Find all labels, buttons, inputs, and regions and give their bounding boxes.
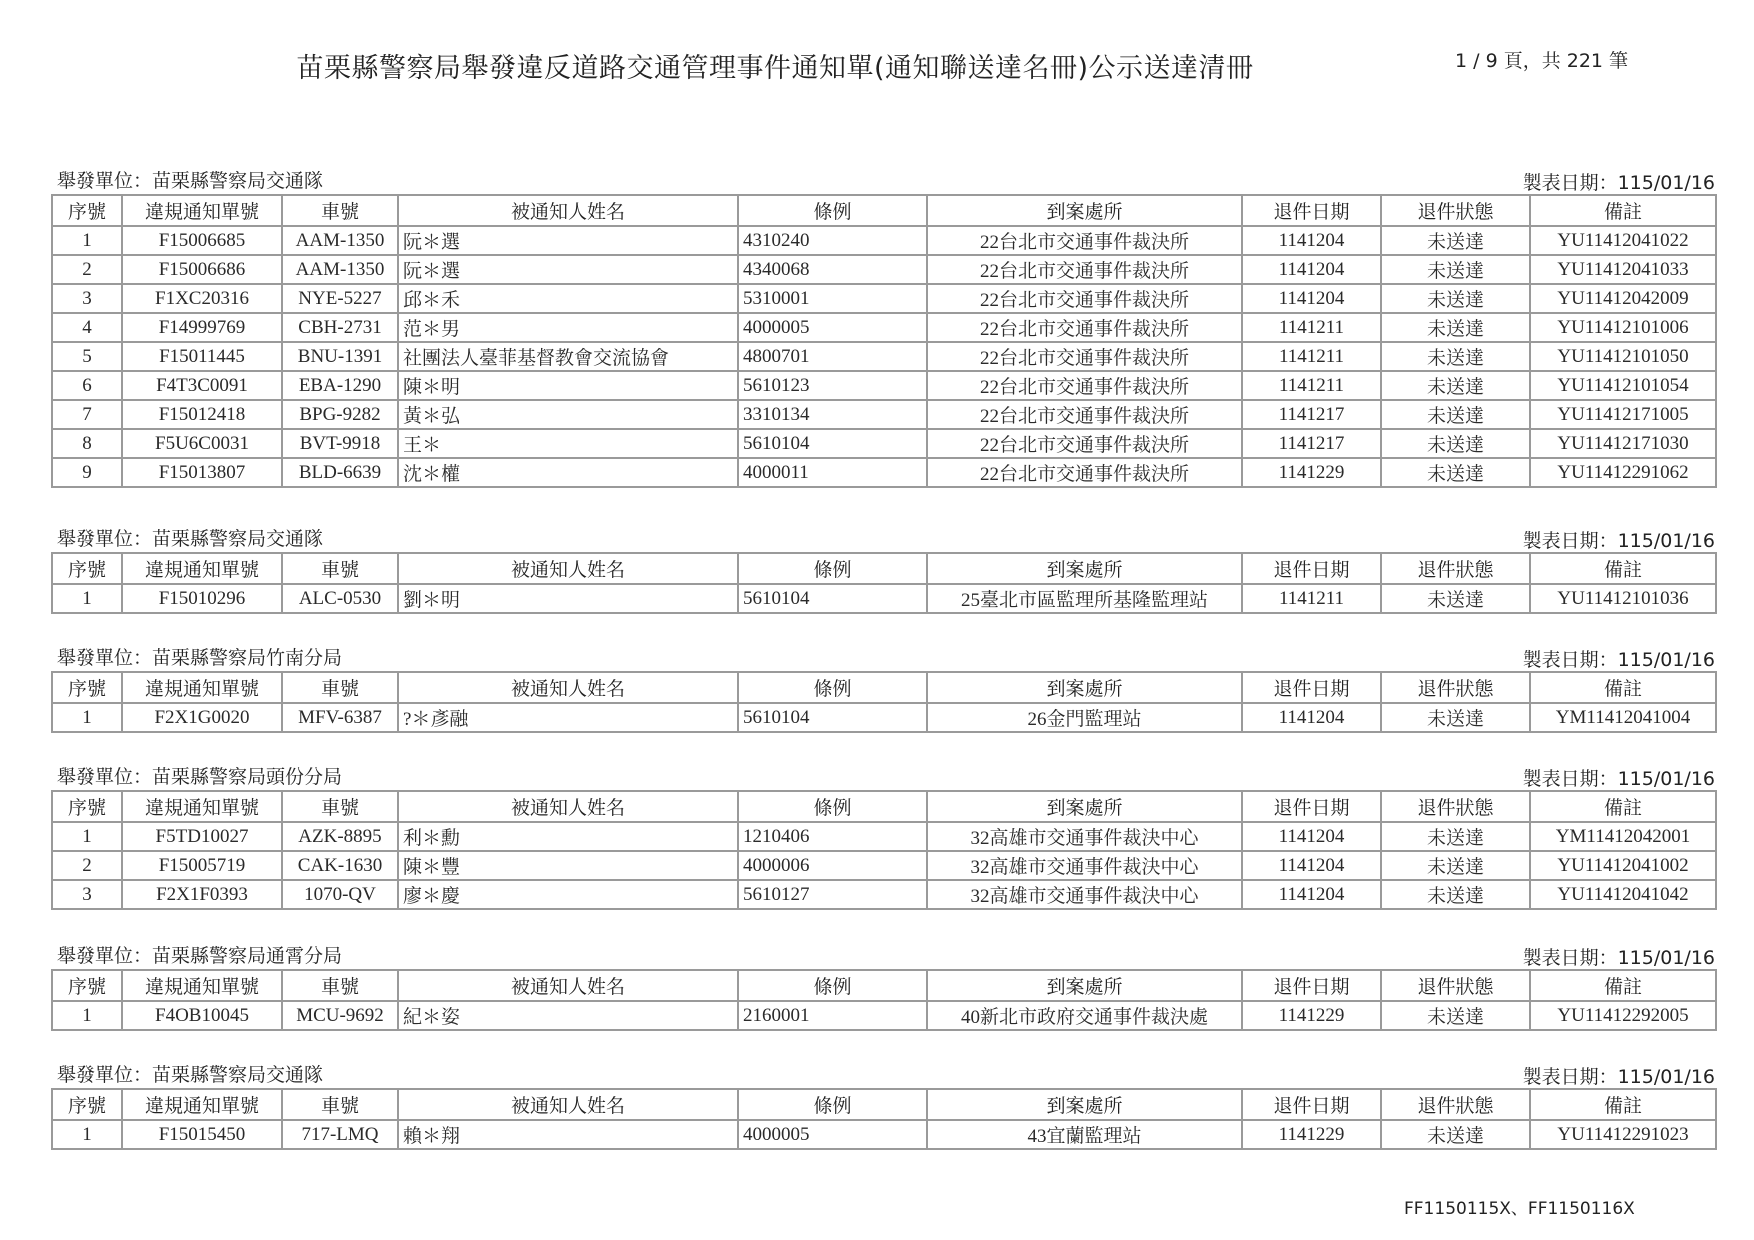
section-header [51,637,1715,671]
column-header-venue: 到案處所 [927,1089,1242,1120]
issuing-unit [57,1060,323,1087]
cell-venue: 22台北市交通事件裁決所 [927,226,1242,255]
cell-recipient-name: 紀＊姿 [398,1001,738,1030]
cell-return-status: 未送達 [1381,371,1530,400]
cell-venue: 22台北市交通事件裁決所 [927,255,1242,284]
made-date-value: 115/01/16 [1617,530,1715,552]
cell-seq: 4 [52,313,122,342]
cell-venue: 43宜蘭監理站 [927,1120,1242,1149]
cell-return-date: 1141204 [1242,851,1381,880]
cell-plate-no: CAK-1630 [282,851,398,880]
column-header-plate-no: 車號 [282,195,398,226]
issuing-unit-value: 苗栗縣警察局交通隊 [152,170,324,192]
table-header-row [52,553,1716,584]
cell-return-date: 1141217 [1242,400,1381,429]
issuing-unit-label: 舉發單位： [57,647,153,669]
issuing-unit-value: 苗栗縣警察局竹南分局 [152,647,343,669]
cell-return-date: 1141217 [1242,429,1381,458]
table-header-row [52,672,1716,703]
column-header-remark: 備註 [1530,970,1716,1001]
issuing-unit-value: 苗栗縣警察局交通隊 [152,1064,324,1086]
cell-recipient-name: 劉＊明 [398,584,738,613]
cell-return-status: 未送達 [1381,703,1530,732]
cell-return-date: 1141204 [1242,822,1381,851]
issuing-unit [57,941,342,968]
cell-remark: YU11412042009 [1530,284,1716,313]
cell-recipient-name: 陳＊豐 [398,851,738,880]
cell-recipient-name: 邱＊禾 [398,284,738,313]
cell-remark: YU11412101050 [1530,342,1716,371]
cell-plate-no: AAM-1350 [282,226,398,255]
issuing-unit [57,524,323,551]
cell-seq: 2 [52,255,122,284]
cell-regulation: 5310001 [738,284,927,313]
made-date-label: 製表日期： [1522,768,1618,790]
column-header-return-date: 退件日期 [1242,1089,1381,1120]
cell-return-status: 未送達 [1381,284,1530,313]
column-header-return-status: 退件狀態 [1381,791,1530,822]
cell-regulation: 5610104 [738,429,927,458]
cell-plate-no: BLD-6639 [282,458,398,487]
cell-remark: YU11412291023 [1530,1120,1716,1149]
cell-return-date: 1141204 [1242,284,1381,313]
cell-seq: 1 [52,1001,122,1030]
made-date [1523,526,1715,553]
cell-seq: 2 [52,851,122,880]
table-row [52,1120,1716,1149]
issuing-unit-label: 舉發單位： [57,766,153,788]
cell-venue: 32高雄市交通事件裁決中心 [927,822,1242,851]
column-header-plate-no: 車號 [282,791,398,822]
report-section [51,935,1715,1031]
cell-venue: 22台北市交通事件裁決所 [927,429,1242,458]
cell-return-status: 未送達 [1381,458,1530,487]
page-info: 1 / 9 頁，共 221 筆 [1455,50,1629,72]
page-title: 苗栗縣警察局舉發違反道路交通管理事件通知單(通知聯送達名冊)公示送達清冊 [296,53,1254,84]
section-header [51,1054,1715,1088]
cell-seq: 1 [52,226,122,255]
column-header-seq: 序號 [52,970,122,1001]
cell-plate-no: AAM-1350 [282,255,398,284]
cell-plate-no: CBH-2731 [282,313,398,342]
cell-notice-no: F15005719 [122,851,282,880]
table-header-row [52,195,1716,226]
column-header-remark: 備註 [1530,672,1716,703]
made-date-value: 115/01/16 [1617,768,1715,790]
footer-code: FF1150115X、FF1150116X [1404,1199,1635,1219]
cell-plate-no: MCU-9692 [282,1001,398,1030]
issuing-unit-label: 舉發單位： [57,945,153,967]
cell-regulation: 4800701 [738,342,927,371]
column-header-return-status: 退件狀態 [1381,672,1530,703]
column-header-notice-no: 違規通知單號 [122,195,282,226]
cell-plate-no: ALC-0530 [282,584,398,613]
cell-remark: YM11412041004 [1530,703,1716,732]
cell-return-date: 1141229 [1242,458,1381,487]
column-header-plate-no: 車號 [282,672,398,703]
cell-seq: 8 [52,429,122,458]
column-header-recipient-name: 被通知人姓名 [398,553,738,584]
table-row [52,458,1716,487]
table-row [52,822,1716,851]
cell-recipient-name: 阮＊選 [398,226,738,255]
cell-recipient-name: 王＊ [398,429,738,458]
table-header-row [52,1089,1716,1120]
made-date [1523,168,1715,195]
table-row [52,584,1716,613]
column-header-seq: 序號 [52,672,122,703]
cell-plate-no: EBA-1290 [282,371,398,400]
cell-recipient-name: 沈＊權 [398,458,738,487]
issuing-unit-label: 舉發單位： [57,1064,153,1086]
cell-notice-no: F15006685 [122,226,282,255]
notice-table [51,969,1717,1031]
made-date [1523,645,1715,672]
column-header-recipient-name: 被通知人姓名 [398,791,738,822]
cell-return-date: 1141204 [1242,226,1381,255]
cell-recipient-name: 陳＊明 [398,371,738,400]
column-header-recipient-name: 被通知人姓名 [398,970,738,1001]
cell-remark: YU11412171005 [1530,400,1716,429]
cell-return-status: 未送達 [1381,1001,1530,1030]
cell-regulation: 4340068 [738,255,927,284]
column-header-return-date: 退件日期 [1242,672,1381,703]
column-header-recipient-name: 被通知人姓名 [398,195,738,226]
made-date-value: 115/01/16 [1617,172,1715,194]
column-header-regulation: 條例 [738,553,927,584]
cell-recipient-name: 黃＊弘 [398,400,738,429]
cell-seq: 1 [52,584,122,613]
column-header-return-status: 退件狀態 [1381,195,1530,226]
cell-plate-no: BVT-9918 [282,429,398,458]
table-header-row [52,791,1716,822]
column-header-regulation: 條例 [738,791,927,822]
column-header-venue: 到案處所 [927,553,1242,584]
cell-notice-no: F2X1F0393 [122,880,282,909]
cell-venue: 22台北市交通事件裁決所 [927,313,1242,342]
column-header-remark: 備註 [1530,195,1716,226]
cell-regulation: 4000011 [738,458,927,487]
notice-table [51,552,1717,614]
column-header-notice-no: 違規通知單號 [122,553,282,584]
table-row [52,313,1716,342]
cell-regulation: 5610127 [738,880,927,909]
report-section [51,1054,1715,1150]
cell-plate-no: BPG-9282 [282,400,398,429]
column-header-remark: 備註 [1530,791,1716,822]
column-header-plate-no: 車號 [282,1089,398,1120]
table-row [52,400,1716,429]
section-header [51,935,1715,969]
cell-return-date: 1141204 [1242,255,1381,284]
cell-recipient-name: 阮＊選 [398,255,738,284]
column-header-return-date: 退件日期 [1242,553,1381,584]
cell-notice-no: F15012418 [122,400,282,429]
cell-seq: 1 [52,1120,122,1149]
column-header-return-status: 退件狀態 [1381,1089,1530,1120]
cell-venue: 40新北市政府交通事件裁決處 [927,1001,1242,1030]
made-date-value: 115/01/16 [1617,947,1715,969]
cell-recipient-name: 范＊男 [398,313,738,342]
cell-notice-no: F15011445 [122,342,282,371]
cell-return-status: 未送達 [1381,880,1530,909]
made-date [1523,943,1715,970]
cell-regulation: 4000005 [738,1120,927,1149]
column-header-recipient-name: 被通知人姓名 [398,672,738,703]
cell-regulation: 2160001 [738,1001,927,1030]
cell-plate-no: NYE-5227 [282,284,398,313]
column-header-return-date: 退件日期 [1242,195,1381,226]
column-header-regulation: 條例 [738,970,927,1001]
issuing-unit [57,643,342,670]
cell-recipient-name: ?＊彥融 [398,703,738,732]
made-date [1523,764,1715,791]
cell-notice-no: F14999769 [122,313,282,342]
column-header-plate-no: 車號 [282,553,398,584]
table-row [52,284,1716,313]
table-row [52,880,1716,909]
cell-notice-no: F4T3C0091 [122,371,282,400]
cell-return-status: 未送達 [1381,851,1530,880]
cell-return-date: 1141211 [1242,342,1381,371]
cell-remark: YU11412292005 [1530,1001,1716,1030]
section-header [51,160,1715,194]
table-row [52,255,1716,284]
issuing-unit-value: 苗栗縣警察局交通隊 [152,528,324,550]
cell-notice-no: F15010296 [122,584,282,613]
cell-seq: 1 [52,822,122,851]
made-date-value: 115/01/16 [1617,649,1715,671]
cell-regulation: 4000006 [738,851,927,880]
cell-seq: 7 [52,400,122,429]
column-header-notice-no: 違規通知單號 [122,791,282,822]
cell-venue: 26金門監理站 [927,703,1242,732]
made-date-label: 製表日期： [1522,947,1618,969]
cell-seq: 1 [52,703,122,732]
cell-return-status: 未送達 [1381,400,1530,429]
cell-remark: YU11412101036 [1530,584,1716,613]
cell-remark: YU11412101006 [1530,313,1716,342]
cell-recipient-name: 利＊勳 [398,822,738,851]
cell-return-status: 未送達 [1381,429,1530,458]
cell-remark: YU11412291062 [1530,458,1716,487]
column-header-remark: 備註 [1530,553,1716,584]
cell-venue: 22台北市交通事件裁決所 [927,342,1242,371]
made-date-label: 製表日期： [1522,530,1618,552]
cell-venue: 22台北市交通事件裁決所 [927,458,1242,487]
made-date-label: 製表日期： [1522,172,1618,194]
column-header-regulation: 條例 [738,195,927,226]
column-header-notice-no: 違規通知單號 [122,1089,282,1120]
notice-table [51,194,1717,488]
cell-plate-no: BNU-1391 [282,342,398,371]
column-header-return-status: 退件狀態 [1381,553,1530,584]
cell-return-date: 1141229 [1242,1001,1381,1030]
cell-seq: 9 [52,458,122,487]
report-section [51,160,1715,488]
cell-return-status: 未送達 [1381,584,1530,613]
cell-notice-no: F4OB10045 [122,1001,282,1030]
cell-plate-no: AZK-8895 [282,822,398,851]
cell-return-date: 1141204 [1242,880,1381,909]
issuing-unit [57,166,323,193]
column-header-regulation: 條例 [738,1089,927,1120]
cell-remark: YU11412101054 [1530,371,1716,400]
cell-return-status: 未送達 [1381,255,1530,284]
issuing-unit-value: 苗栗縣警察局頭份分局 [152,766,343,788]
column-header-venue: 到案處所 [927,970,1242,1001]
cell-return-date: 1141211 [1242,371,1381,400]
cell-return-status: 未送達 [1381,313,1530,342]
column-header-seq: 序號 [52,195,122,226]
made-date-label: 製表日期： [1522,1066,1618,1088]
cell-notice-no: F5U6C0031 [122,429,282,458]
cell-plate-no: MFV-6387 [282,703,398,732]
section-header [51,518,1715,552]
cell-regulation: 3310134 [738,400,927,429]
table-row [52,342,1716,371]
cell-plate-no: 717-LMQ [282,1120,398,1149]
cell-plate-no: 1070-QV [282,880,398,909]
cell-regulation: 5610104 [738,703,927,732]
cell-return-date: 1141211 [1242,584,1381,613]
report-section [51,518,1715,614]
cell-venue: 22台北市交通事件裁決所 [927,284,1242,313]
cell-notice-no: F15006686 [122,255,282,284]
cell-return-date: 1141211 [1242,313,1381,342]
cell-remark: YU11412041042 [1530,880,1716,909]
cell-return-status: 未送達 [1381,822,1530,851]
cell-return-status: 未送達 [1381,1120,1530,1149]
table-row [52,1001,1716,1030]
cell-regulation: 1210406 [738,822,927,851]
column-header-recipient-name: 被通知人姓名 [398,1089,738,1120]
cell-venue: 32高雄市交通事件裁決中心 [927,880,1242,909]
cell-remark: YU11412041022 [1530,226,1716,255]
table-row [52,371,1716,400]
issuing-unit-label: 舉發單位： [57,528,153,550]
cell-notice-no: F1XC20316 [122,284,282,313]
column-header-remark: 備註 [1530,1089,1716,1120]
cell-notice-no: F2X1G0020 [122,703,282,732]
column-header-return-date: 退件日期 [1242,791,1381,822]
table-row [52,703,1716,732]
column-header-return-status: 退件狀態 [1381,970,1530,1001]
column-header-seq: 序號 [52,553,122,584]
cell-venue: 22台北市交通事件裁決所 [927,400,1242,429]
issuing-unit-label: 舉發單位： [57,170,153,192]
notice-table [51,1088,1717,1150]
column-header-plate-no: 車號 [282,970,398,1001]
cell-seq: 3 [52,880,122,909]
column-header-regulation: 條例 [738,672,927,703]
made-date-label: 製表日期： [1522,649,1618,671]
cell-seq: 5 [52,342,122,371]
made-date-value: 115/01/16 [1617,1066,1715,1088]
section-header [51,756,1715,790]
cell-notice-no: F15015450 [122,1120,282,1149]
cell-notice-no: F5TD10027 [122,822,282,851]
made-date [1523,1062,1715,1089]
issuing-unit [57,762,342,789]
cell-remark: YM11412042001 [1530,822,1716,851]
cell-seq: 3 [52,284,122,313]
cell-venue: 32高雄市交通事件裁決中心 [927,851,1242,880]
cell-venue: 25臺北市區監理所基隆監理站 [927,584,1242,613]
column-header-seq: 序號 [52,791,122,822]
table-row [52,226,1716,255]
notice-table [51,790,1717,910]
cell-seq: 6 [52,371,122,400]
table-row [52,851,1716,880]
cell-notice-no: F15013807 [122,458,282,487]
cell-remark: YU11412041033 [1530,255,1716,284]
notice-table [51,671,1717,733]
cell-regulation: 4310240 [738,226,927,255]
column-header-venue: 到案處所 [927,791,1242,822]
column-header-seq: 序號 [52,1089,122,1120]
column-header-notice-no: 違規通知單號 [122,672,282,703]
cell-recipient-name: 賴＊翔 [398,1120,738,1149]
cell-return-status: 未送達 [1381,342,1530,371]
column-header-return-date: 退件日期 [1242,970,1381,1001]
column-header-notice-no: 違規通知單號 [122,970,282,1001]
column-header-venue: 到案處所 [927,672,1242,703]
cell-recipient-name: 社團法人臺菲基督教會交流協會 [398,342,738,371]
cell-return-date: 1141229 [1242,1120,1381,1149]
cell-regulation: 5610123 [738,371,927,400]
report-section [51,756,1715,910]
table-row [52,429,1716,458]
column-header-venue: 到案處所 [927,195,1242,226]
cell-regulation: 5610104 [738,584,927,613]
report-section [51,637,1715,733]
cell-remark: YU11412171030 [1530,429,1716,458]
cell-venue: 22台北市交通事件裁決所 [927,371,1242,400]
issuing-unit-value: 苗栗縣警察局通霄分局 [152,945,343,967]
cell-regulation: 4000005 [738,313,927,342]
cell-return-date: 1141204 [1242,703,1381,732]
table-header-row [52,970,1716,1001]
cell-return-status: 未送達 [1381,226,1530,255]
cell-recipient-name: 廖＊慶 [398,880,738,909]
cell-remark: YU11412041002 [1530,851,1716,880]
